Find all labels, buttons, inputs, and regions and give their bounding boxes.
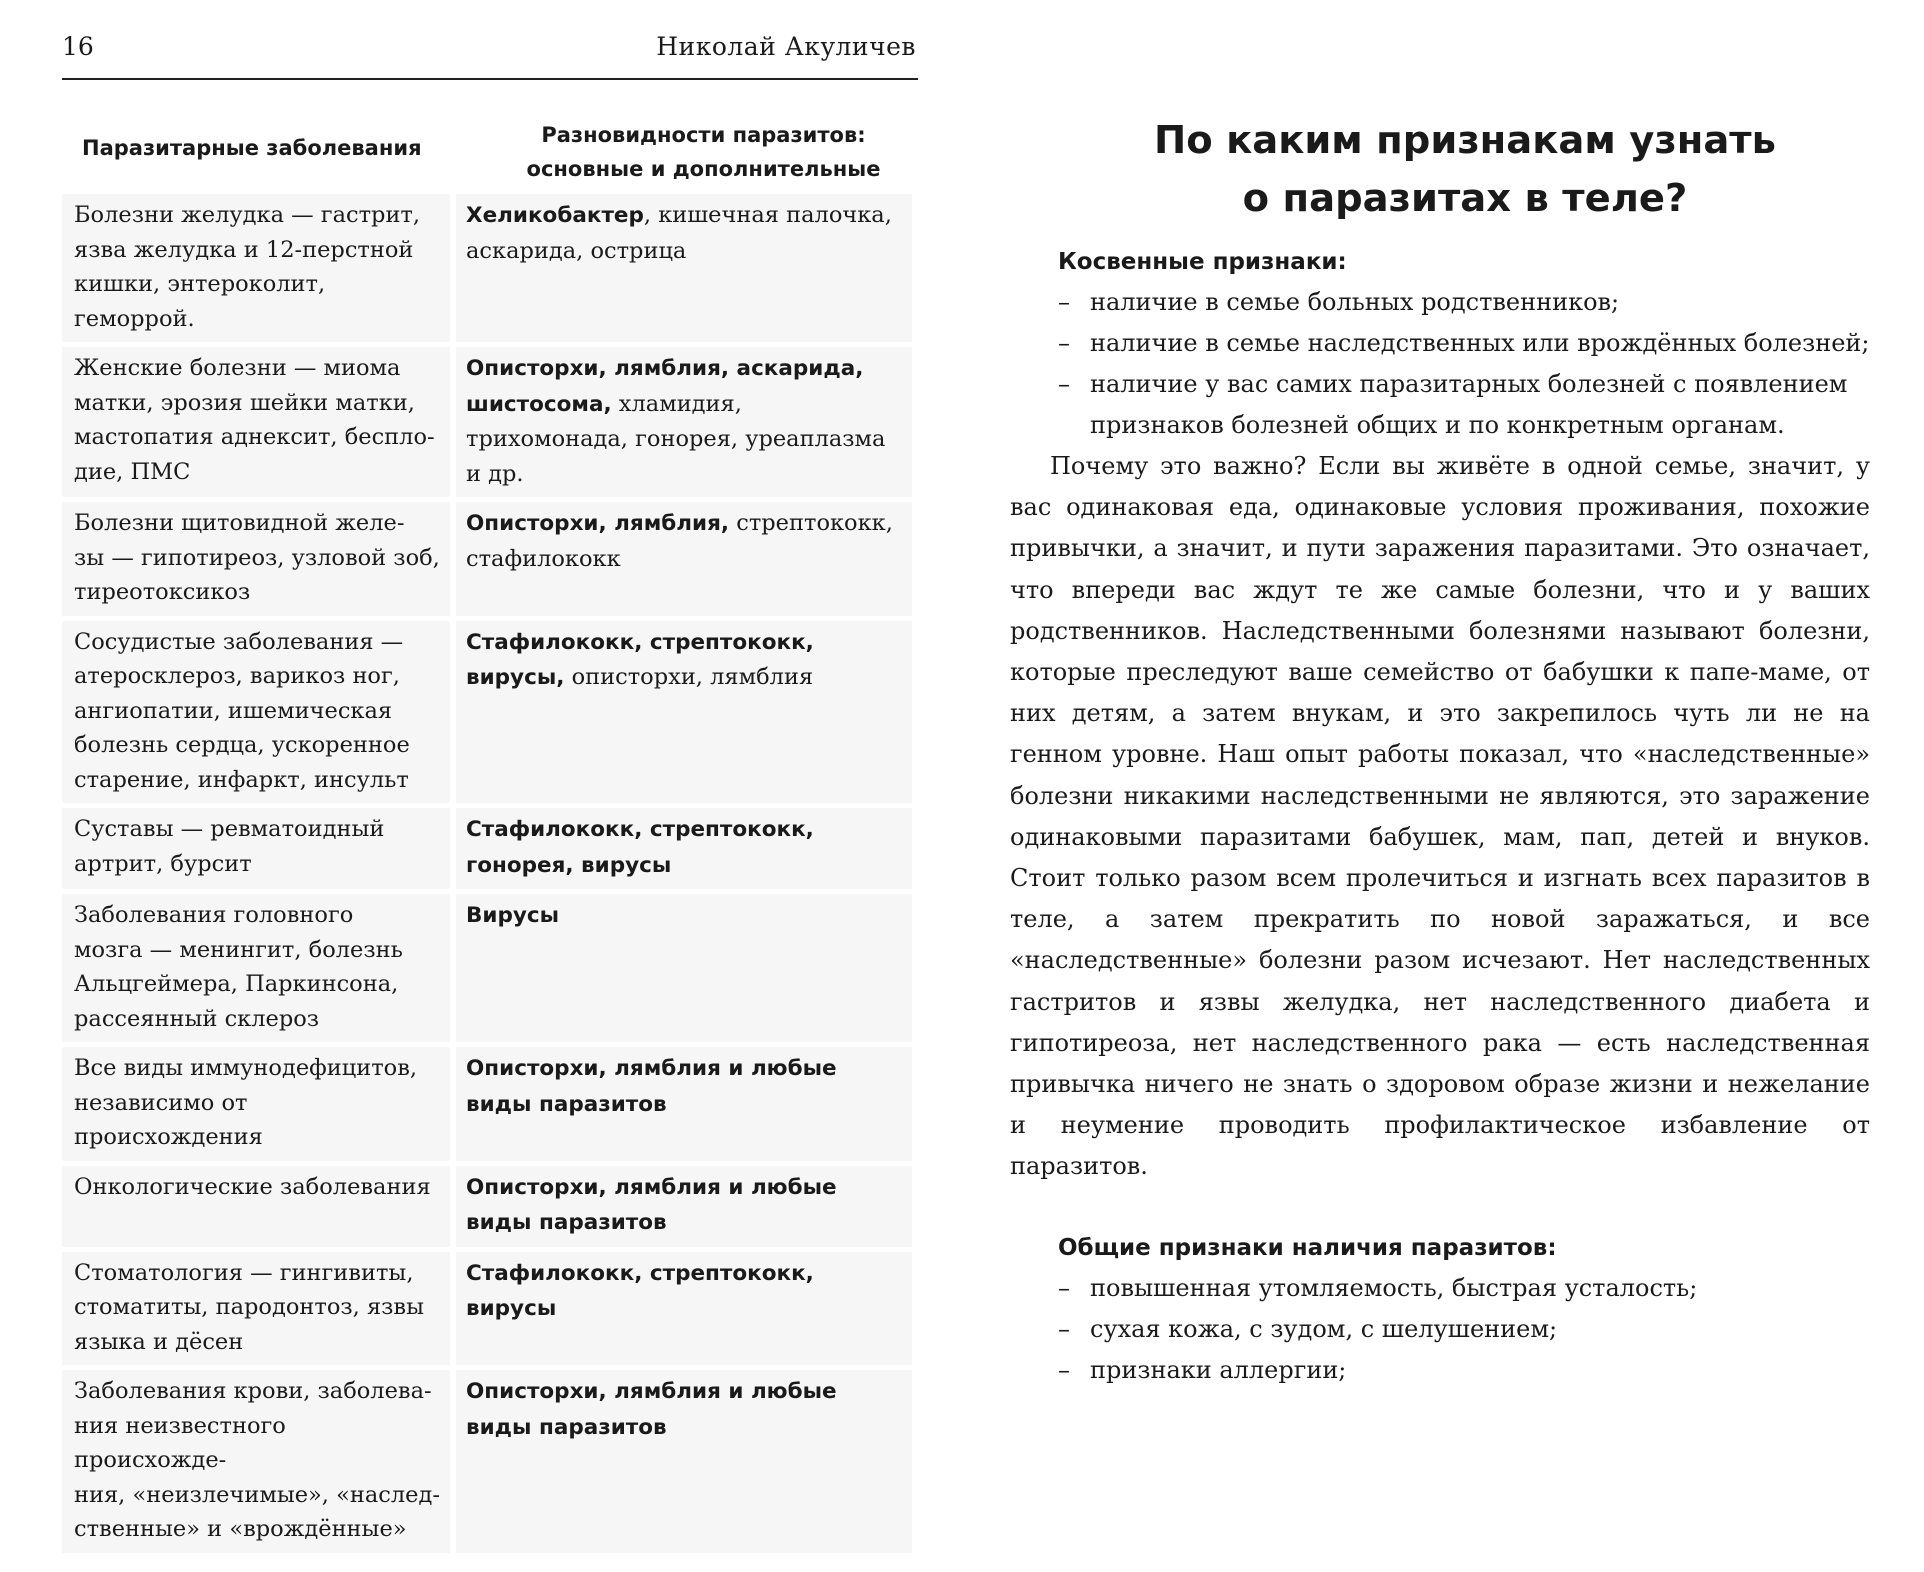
main-parasites: Описторхи, лямблия и любые виды паразитов <box>466 1379 837 1440</box>
disease-cell: Заболевания крови, заболева- ния неизвестного происхожде- ния, «неизлечимые», «наслед- ственные» и «врождённые» <box>62 1370 450 1553</box>
main-parasites: Хеликобактер <box>466 203 644 228</box>
list-item: – наличие в семье больных родственников; <box>1058 288 1620 316</box>
heading-line-1: По каким признакам узнать <box>1154 118 1776 163</box>
table-body <box>62 194 918 1553</box>
page-number: 16 <box>62 32 94 61</box>
body-paragraph: Почему это важно? Если вы живёте в одной семье, значит, у вас одинаковая еда, одинаковые условия проживания, похожие привычки, а значит, и пути заражения паразитами. Это означает, что впереди вас ждут те же самые болезни, что и у ваших родственников. Наследственными болезнями называют болезни, которые преследуют ваше семейство от бабушки к папе-маме, от них детям, а затем внукам, и это закрепилось чуть ли не на генном уровне. Наш опыт работы показал, что «наследственные» болезни никакими наследственными не являются, это заражение одинаковыми паразитами бабушек, мам, пап, детей и внуков. Стоит только разом всем пролечиться и изгнать всех паразитов в теле, а затем прекратить по новой заражаться, и все «наследственные» болезни разом исчезают. Нет наследственных гастритов и язвы желудка, нет наследственного диабета и гипотиреоза, нет наследственного рака — есть наследственная привычка ничего не знать о здоровом образе жизни и нежелание и неумение проводить профилактическое избавление от паразитов. <box>1010 452 1870 1181</box>
running-title: Николай Акуличев <box>656 32 916 61</box>
disease-cell: Онкологические заболевания <box>62 1166 450 1247</box>
parasites-cell <box>456 621 912 804</box>
list-item-text: наличие у вас самих паразитарных болезней с появлением признаков болезней общих и по конкретным органам. <box>1090 370 1848 439</box>
main-parasites: Описторхи, лямблия, <box>466 511 730 536</box>
main-parasites: Стафилококк, стрептококк, вирусы <box>466 1260 814 1321</box>
main-parasites: Описторхи, лямблия, аскарида, шистосома, <box>466 356 864 417</box>
list-item: – повышенная утомляемость, быстрая усталость; <box>1058 1273 1698 1302</box>
table-header <box>62 118 918 186</box>
parasites-cell <box>456 1252 912 1366</box>
additional-parasites: , кишечная палочка, аскарида, острица <box>466 202 892 264</box>
table-row <box>62 1252 918 1366</box>
disease-cell: Стоматология — гингивиты, стоматиты, пародонтоз, язвы языка и дёсен <box>62 1252 450 1366</box>
table-row <box>62 621 918 804</box>
disease-cell: Болезни щитовидной желе- зы — гипотиреоз, узловой зоб, тиреотоксикоз <box>62 502 450 616</box>
parasites-cell <box>456 894 912 1042</box>
parasites-cell <box>456 808 912 889</box>
header-diseases: Паразитарные заболевания <box>82 136 422 160</box>
additional-parasites: стрептококк, стафилококк <box>466 510 893 572</box>
page-header <box>62 30 918 80</box>
table-row <box>62 347 918 497</box>
general-signs-title: Общие признаки наличия паразитов: <box>1058 1234 1557 1261</box>
indirect-signs-list <box>1010 282 1870 446</box>
additional-parasites: описторхи, лямблия <box>564 664 814 690</box>
general-signs-list <box>1010 1268 1870 1391</box>
disease-cell: Болезни желудка — гастрит, язва желудка и 12-перстной кишки, энтероколит, геморрой. <box>62 194 450 342</box>
main-parasites: Описторхи, лямблия и любые виды паразитов <box>466 1174 837 1235</box>
parasites-cell <box>456 1370 912 1553</box>
table-row <box>62 1166 918 1247</box>
page-heading <box>1010 112 1870 228</box>
list-item-text: наличие в семье больных родственников; <box>1090 288 1620 316</box>
disease-cell: Сосудистые заболевания — атеросклероз, варикоз ног, ангиопатии, ишемическая болезнь сердца, ускоренное старение, инфаркт, инсульт <box>62 621 450 804</box>
table-row <box>62 1047 918 1161</box>
table-row <box>62 194 918 342</box>
header-parasites: Разновидности паразитов: основные и дополнительные <box>526 123 881 181</box>
list-item: – наличие в семье наследственных или врождённых болезней; <box>1058 329 1870 357</box>
main-parasites: Стафилококк, стрептококк, вирусы, <box>466 629 814 690</box>
heading-line-2: о паразитах в теле? <box>1242 176 1688 221</box>
table-row <box>62 808 918 889</box>
main-parasites: Описторхи, лямблия и любые виды паразитов <box>466 1056 837 1117</box>
main-parasites: Стафилококк, стрептококк, гонорея, вирусы <box>466 817 814 878</box>
parasites-cell <box>456 502 912 616</box>
parasites-cell <box>456 194 912 342</box>
main-parasites: Вирусы <box>466 903 560 928</box>
parasites-table <box>62 118 918 1553</box>
indirect-signs-title: Косвенные признаки: <box>1058 249 1347 275</box>
table-row <box>62 502 918 616</box>
parasites-cell <box>456 347 912 497</box>
list-item-text: повышенная утомляемость, быстрая усталость; <box>1090 1273 1698 1302</box>
right-page <box>1010 112 1870 1391</box>
list-item: – наличие у вас самих паразитарных болезней с появлением признаков болезней общих и по конкретным органам. <box>1058 370 1848 439</box>
table-row <box>62 894 918 1042</box>
list-item: – сухая кожа, с зудом, с шелушением; <box>1058 1314 1558 1343</box>
list-item-text: наличие в семье наследственных или врождённых болезней; <box>1090 329 1870 357</box>
list-item: – признаки аллергии; <box>1058 1355 1347 1384</box>
list-item-text: сухая кожа, с зудом, с шелушением; <box>1090 1314 1558 1343</box>
list-item-text: признаки аллергии; <box>1090 1355 1347 1384</box>
left-page <box>62 30 918 1558</box>
additional-parasites: хламидия, трихомонада, гонорея, уреаплазма и др. <box>466 390 886 487</box>
disease-cell: Суставы — ревматоидный артрит, бурсит <box>62 808 450 889</box>
disease-cell: Заболевания головного мозга — менингит, болезнь Альцгеймера, Паркинсона, рассеянный склероз <box>62 894 450 1042</box>
disease-cell: Женские болезни — миома матки, эрозия шейки матки, мастопатия аднексит, беспло- дие, ПМС <box>62 347 450 497</box>
parasites-cell <box>456 1047 912 1161</box>
table-row <box>62 1370 918 1553</box>
disease-cell: Все виды иммунодефицитов, независимо от происхождения <box>62 1047 450 1161</box>
parasites-cell <box>456 1166 912 1247</box>
